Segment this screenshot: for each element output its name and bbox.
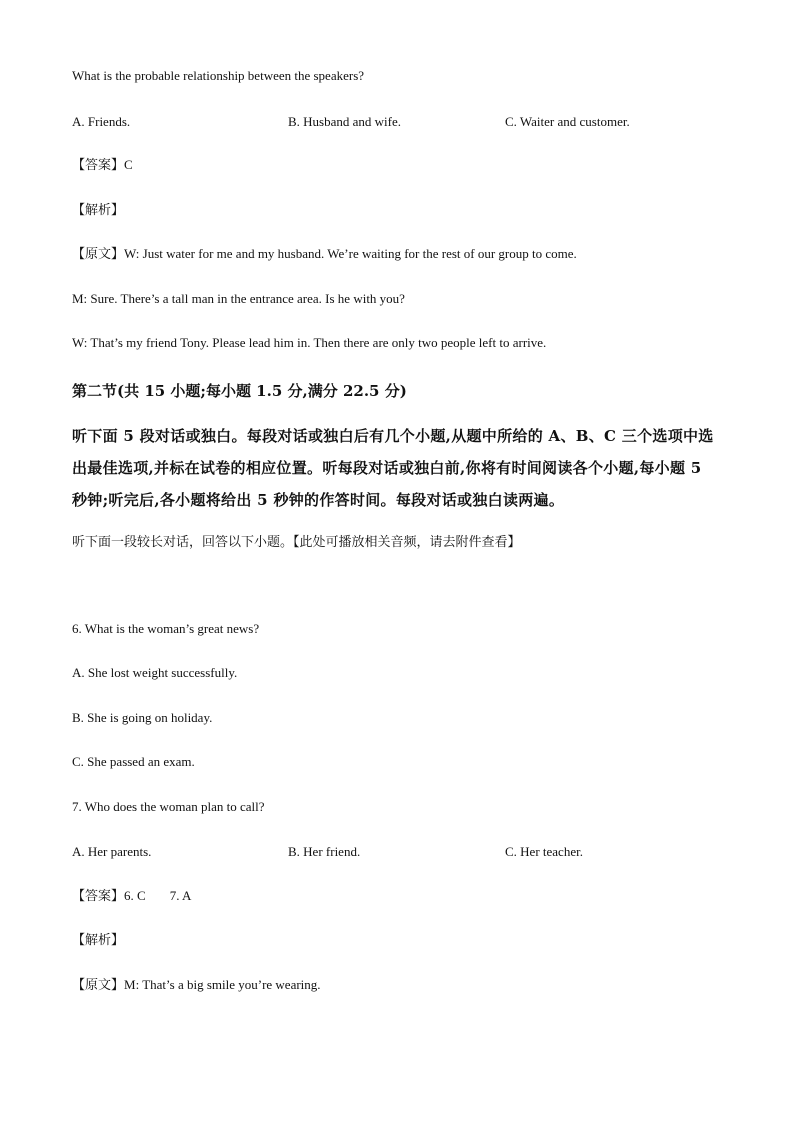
question-text: 7. Who does the woman plan to call? xyxy=(72,799,265,814)
analysis-label: 【解析】 xyxy=(72,933,125,948)
section-instructions: 听下面 5 段对话或独白。每段对话或独白后有几个小题,从题中所给的 A、B、C 三个选项中选出最佳选项,并标在试卷的相应位置。听每段对话或独白前,你将有时间阅读各个小题,每小题 5 秒钟;听完后,各小题将给出 5 秒钟的作答时间。每段对话或独白读两遍。 xyxy=(72,427,714,509)
option-a: A. She lost weight successfully. xyxy=(72,665,238,680)
transcript-text: M: That’s a big smile you’re wearing. xyxy=(124,977,321,992)
listen-note: 听下面一段较长对话，回答以下小题。【此处可播放相关音频，请去附件查看】 xyxy=(72,535,521,550)
analysis-line xyxy=(72,202,124,219)
option-b: B. Her friend. xyxy=(288,844,361,859)
option-b: B. She is going on holiday. xyxy=(72,710,213,725)
original-label: 【原文】 xyxy=(72,247,125,262)
section-title: 第二节(共 15 小题;每小题 1.5 分,满分 22.5 分) xyxy=(72,382,407,400)
answer-value: 7. A xyxy=(169,888,192,903)
analysis-label: 【解析】 xyxy=(72,203,125,218)
transcript-text: W: Just water for me and my husband. We’re waiting for the rest of our group to come. xyxy=(124,246,577,261)
option-a: A. Friends. xyxy=(72,114,131,129)
analysis-line xyxy=(72,932,124,949)
option-c: C. She passed an exam. xyxy=(72,754,195,769)
answer-label: 【答案】 xyxy=(72,889,125,904)
answer-value: 6. C xyxy=(124,888,146,903)
answer-label: 【答案】 xyxy=(72,158,125,173)
transcript-line xyxy=(72,977,321,994)
original-label: 【原文】 xyxy=(72,978,125,993)
transcript-line: M: Sure. There’s a tall man in the entrance area. Is he with you? xyxy=(72,291,405,306)
option-a: A. Her parents. xyxy=(72,844,152,859)
option-c: C. Her teacher. xyxy=(505,844,583,859)
transcript-line xyxy=(72,246,577,263)
question-text: 6. What is the woman’s great news? xyxy=(72,621,260,636)
answer-value: C xyxy=(124,157,133,172)
answer-line xyxy=(72,157,133,174)
option-c: C. Waiter and customer. xyxy=(505,114,630,129)
option-b: B. Husband and wife. xyxy=(288,114,402,129)
answer-line xyxy=(72,888,191,905)
question-text: What is the probable relationship between the speakers? xyxy=(72,68,365,83)
transcript-line: W: That’s my friend Tony. Please lead him in. Then there are only two people left to arrive. xyxy=(72,335,547,350)
